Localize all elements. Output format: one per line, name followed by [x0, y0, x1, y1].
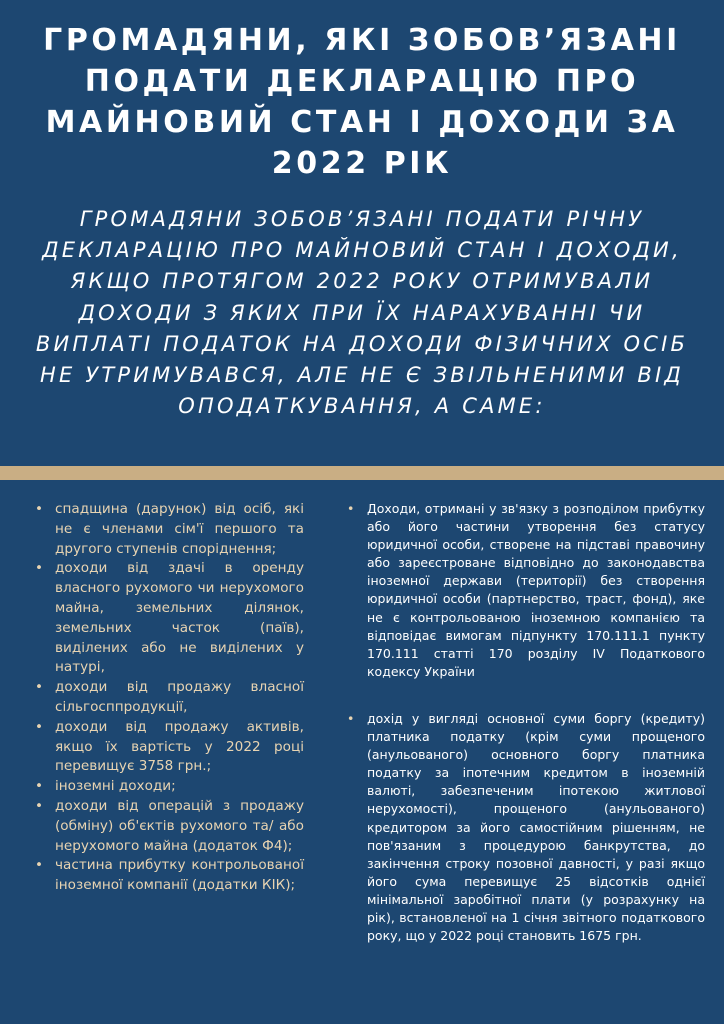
list-item: • Доходи, отримані у зв'язку з розподілом прибутку або його частини утворення без статусу юридичної особи, створене на підставі правочину або зареєстроване відповідно до законодавства іноземної держави (території) без створення юридичної особи (партнерство, траст, фонд), яке не є контрольованою іноземною компанією та відповідає вимогам підпункту 170.111.1 пункту 170.111 статті 170 розділу IV Податкового кодексу України	[345, 500, 705, 681]
page-subtitle: ГРОМАДЯНИ ЗОБОВ’ЯЗАНІ ПОДАТИ РІЧНУ ДЕКЛАРАЦІЮ ПРО МАЙНОВИЙ СТАН І ДОХОДИ, ЯКЩО ПРОТЯГОМ 2022 РОКУ ОТРИМУВАЛИ ДОХОДИ З ЯКИХ ПРИ ЇХ НАРАХУВАННІ ЧИ ВИПЛАТІ ПОДАТОК НА ДОХОДИ ФІЗИЧНИХ ОСІБ НЕ УТРИМУВАВСЯ, АЛЕ НЕ Є ЗВІЛЬНЕНИМИ ВІД ОПОДАТКУВАННЯ, А САМЕ:	[35, 207, 689, 419]
right-income-list	[345, 500, 705, 945]
list-item: • доходи від операцій з продажу (обміну) об'єктів рухомого та/ або нерухомого майна (додаток Ф4);	[32, 797, 304, 856]
list-item: • доходи від здачі в оренду власного рухомого чи нерухомого майна, земельних ділянок, земельних часток (паїв), виділених або не виділених у натурі,	[32, 559, 304, 678]
list-item: • дохід у вигляді основної суми боргу (кредиту) платника податку (крім суми прощеного (анульованого) основного боргу платника податку за іпотечним кредитом в іноземній валюті, забезпеченим іпотекою житлової нерухомості), прощеного (анульованого) кредитором за його самостійним рішенням, не пов'язаним з процедурою банкрутства, до закінчення строку позовної давності, у разі якщо його сума перевищує 25 відсотків однієї мінімальної заробітної плати (у розрахунку на рік), встановленої на 1 січня звітного податкового року, що у 2022 році становить 1675 грн.	[345, 710, 705, 945]
list-item: • іноземні доходи;	[32, 777, 304, 797]
list-item: • доходи від продажу власної сільгосппродукції,	[32, 678, 304, 718]
list-item: • доходи від продажу активів, якщо їх вартість у 2022 році перевищує 3758 грн.;	[32, 718, 304, 777]
page-title: ГРОМАДЯНИ, ЯКІ ЗОБОВ’ЯЗАНІ ПОДАТИ ДЕКЛАРАЦІЮ ПРО МАЙНОВИЙ СТАН І ДОХОДИ ЗА 2022 РІК	[43, 23, 681, 181]
list-item: • спадщина (дарунок) від осіб, які не є членами сім'ї першого та другого ступенів споріднення;	[32, 500, 304, 559]
left-income-list	[32, 500, 304, 896]
divider-rule	[0, 466, 724, 480]
list-item: • частина прибутку контрольованої іноземної компанії (додатки КІК);	[32, 856, 304, 896]
header-panel	[0, 0, 724, 466]
